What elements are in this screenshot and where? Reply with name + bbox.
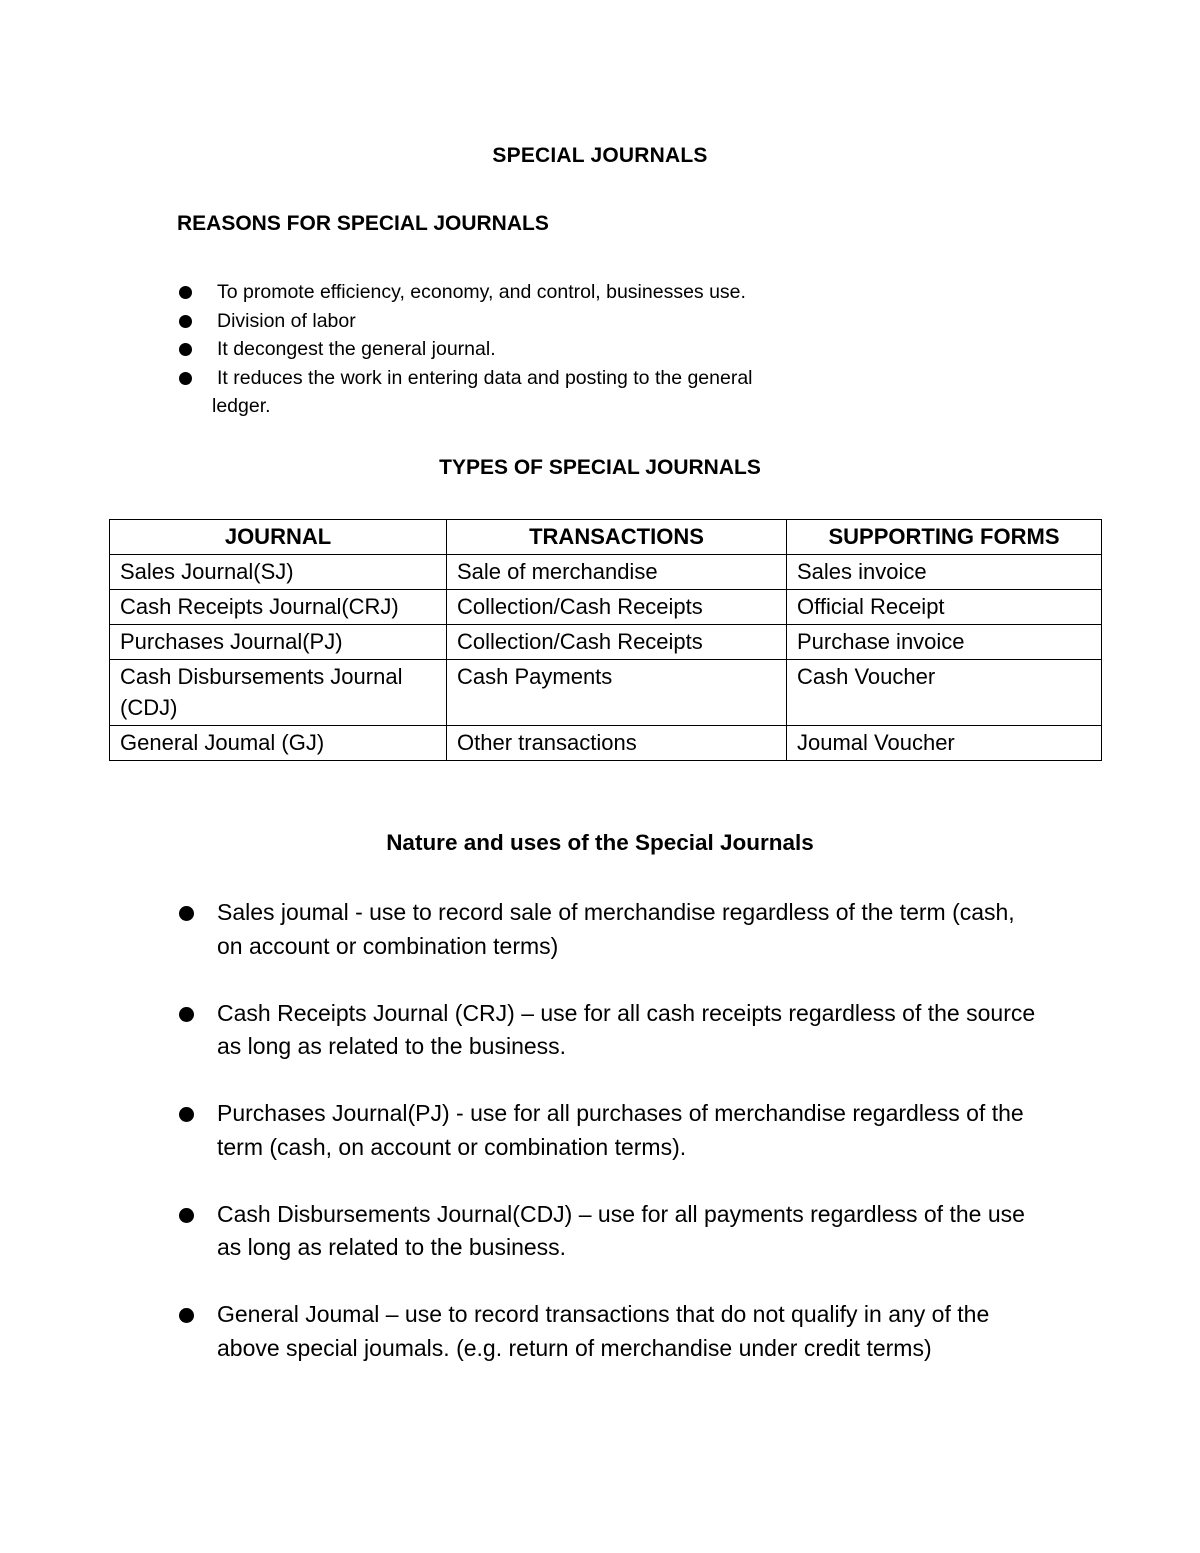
table-cell: Sale of merchandise — [447, 555, 787, 590]
list-item — [177, 307, 877, 336]
table-cell: Purchases Journal(PJ) — [110, 625, 447, 660]
page-title: SPECIAL JOURNALS — [492, 144, 708, 167]
list-item — [177, 1198, 1037, 1265]
nature-heading: Nature and uses of the Special Journals — [386, 830, 814, 855]
table-cell: Cash Disbursements Journal (CDJ) — [110, 660, 447, 726]
list-item — [177, 335, 877, 364]
list-item — [177, 1097, 1037, 1164]
list-item-text: Sales joumal - use to record sale of merchandise regardless of the term (cash, on account or combination terms) — [217, 899, 1015, 959]
list-item-text: Division of labor — [217, 309, 356, 332]
nature-list — [177, 896, 1037, 1399]
bullet-icon — [179, 1007, 194, 1022]
list-item-text: Cash Receipts Journal (CRJ) – use for all cash receipts regardless of the source as long as related to the business. — [217, 999, 1036, 1059]
column-header-transactions: TRANSACTIONS — [447, 520, 787, 555]
list-item — [177, 278, 877, 307]
table-cell: Official Receipt — [787, 590, 1102, 625]
table-row — [110, 555, 1102, 590]
column-header-journal: JOURNAL — [110, 520, 447, 555]
table-row — [110, 726, 1102, 761]
table-cell: Cash Receipts Journal(CRJ) — [110, 590, 447, 625]
table-cell: Joumal Voucher — [787, 726, 1102, 761]
list-item — [177, 364, 877, 421]
table-cell: General Joumal (GJ) — [110, 726, 447, 761]
table-row — [110, 660, 1102, 726]
list-item-text: To promote efficiency, economy, and control, businesses use. — [217, 281, 746, 303]
column-header-supporting-forms: SUPPORTING FORMS — [787, 520, 1102, 555]
list-item — [177, 997, 1037, 1064]
table-cell: Purchase invoice — [787, 625, 1102, 660]
table-cell: Sales invoice — [787, 555, 1102, 590]
list-item-continuation: ledger. — [212, 395, 271, 417]
bullet-icon — [179, 372, 192, 385]
reasons-list — [177, 278, 877, 421]
bullet-icon — [179, 286, 192, 299]
list-item-text: General Joumal – use to record transactions that do not qualify in any of the above special joumals. (e.g. return of merchandise under credit terms) — [217, 1301, 990, 1361]
bullet-icon — [179, 343, 192, 356]
list-item-text: Purchases Journal(PJ) - use for all purchases of merchandise regardless of the term (cash, on account or combination terms). — [217, 1100, 1024, 1160]
table-cell: Collection/Cash Receipts — [447, 590, 787, 625]
table-row — [110, 590, 1102, 625]
list-item-text: It decongest the general journal. — [217, 338, 496, 360]
bullet-icon — [179, 1308, 194, 1323]
bullet-icon — [179, 906, 194, 921]
table-header-row — [110, 520, 1102, 555]
table-cell: Sales Journal(SJ) — [110, 555, 447, 590]
list-item-text: Cash Disbursements Journal(CDJ) – use for all payments regardless of the use as long as related to the business. — [217, 1200, 1025, 1260]
bullet-icon — [179, 1208, 194, 1223]
table-cell: Cash Voucher — [787, 660, 1102, 726]
table-cell: Collection/Cash Receipts — [447, 625, 787, 660]
reasons-heading: REASONS FOR SPECIAL JOURNALS — [177, 212, 549, 235]
table-row — [110, 625, 1102, 660]
bullet-icon — [179, 315, 192, 328]
bullet-icon — [179, 1107, 194, 1122]
types-heading: TYPES OF SPECIAL JOURNALS — [439, 456, 761, 479]
journals-table — [109, 519, 1102, 761]
list-item-text: It reduces the work in entering data and posting to the general — [217, 366, 753, 389]
table-cell: Cash Payments — [447, 660, 787, 726]
table-cell: Other transactions — [447, 726, 787, 761]
list-item — [177, 896, 1037, 963]
list-item — [177, 1298, 1037, 1365]
